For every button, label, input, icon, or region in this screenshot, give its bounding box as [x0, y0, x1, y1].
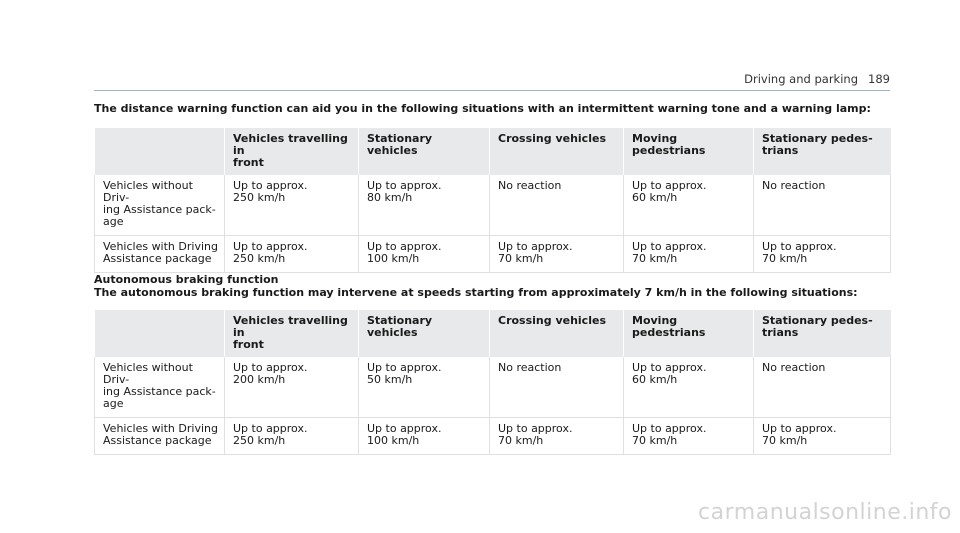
- header-cell-moving-pedestrians: Moving pedestrians: [624, 128, 754, 175]
- table-row: [95, 418, 891, 455]
- header-cell-vehicles-front: Vehicles travelling in front: [225, 310, 359, 357]
- page-header: [94, 68, 890, 91]
- table-cell: Up to approx. 250 km/h: [225, 175, 359, 236]
- table-header-row: [95, 128, 891, 175]
- header-cell-stationary-vehicles: Stationary vehicles: [359, 310, 490, 357]
- table-cell: Up to approx. 70 km/h: [754, 418, 891, 455]
- table-cell: No reaction: [490, 357, 624, 418]
- table-cell: Up to approx. 60 km/h: [624, 357, 754, 418]
- distance-warning-table: [94, 128, 891, 273]
- watermark: carmanualsonline.info: [698, 500, 952, 525]
- row-label: Vehicles with Driving Assistance package: [95, 236, 225, 273]
- table-cell: Up to approx. 50 km/h: [359, 357, 490, 418]
- header-cell-stationary-pedestrians: Stationary pedes- trians: [754, 310, 891, 357]
- table-cell: Up to approx. 70 km/h: [624, 418, 754, 455]
- header-cell-blank: [95, 310, 225, 357]
- header-cell-moving-pedestrians: Moving pedestrians: [624, 310, 754, 357]
- section-title: Driving and parking: [744, 72, 858, 86]
- table-cell: Up to approx. 200 km/h: [225, 357, 359, 418]
- header-cell-vehicles-front: Vehicles travelling in front: [225, 128, 359, 175]
- header-cell-crossing-vehicles: Crossing vehicles: [490, 310, 624, 357]
- autonomous-braking-title: Autonomous braking function: [94, 273, 279, 286]
- table-cell: Up to approx. 100 km/h: [359, 236, 490, 273]
- table-cell: Up to approx. 250 km/h: [225, 236, 359, 273]
- table-row: [95, 357, 891, 418]
- distance-warning-intro: The distance warning function can aid you in the following situations with an intermittent warning tone and a warning lamp:: [94, 102, 871, 115]
- header-cell-blank: [95, 128, 225, 175]
- row-label: Vehicles without Driv- ing Assistance pack- age: [95, 175, 225, 236]
- table-row: [95, 236, 891, 273]
- header-cell-stationary-vehicles: Stationary vehicles: [359, 128, 490, 175]
- table-cell: No reaction: [490, 175, 624, 236]
- table-cell: Up to approx. 60 km/h: [624, 175, 754, 236]
- row-label: Vehicles without Driv- ing Assistance pack- age: [95, 357, 225, 418]
- table-cell: No reaction: [754, 357, 891, 418]
- table-cell: Up to approx. 70 km/h: [490, 418, 624, 455]
- table-cell: No reaction: [754, 175, 891, 236]
- row-label: Vehicles with Driving Assistance package: [95, 418, 225, 455]
- autonomous-braking-heading: [94, 273, 858, 299]
- table-cell: Up to approx. 250 km/h: [225, 418, 359, 455]
- table-cell: Up to approx. 70 km/h: [624, 236, 754, 273]
- autonomous-braking-table: [94, 310, 891, 455]
- table-cell: Up to approx. 100 km/h: [359, 418, 490, 455]
- header-cell-stationary-pedestrians: Stationary pedes- trians: [754, 128, 891, 175]
- table-row: [95, 175, 891, 236]
- header-cell-crossing-vehicles: Crossing vehicles: [490, 128, 624, 175]
- table-header-row: [95, 310, 891, 357]
- autonomous-braking-subtitle: The autonomous braking function may intervene at speeds starting from approximately 7 km/h in the following situations:: [94, 286, 858, 299]
- table-cell: Up to approx. 80 km/h: [359, 175, 490, 236]
- table-cell: Up to approx. 70 km/h: [754, 236, 891, 273]
- table-cell: Up to approx. 70 km/h: [490, 236, 624, 273]
- page-number: 189: [868, 72, 890, 86]
